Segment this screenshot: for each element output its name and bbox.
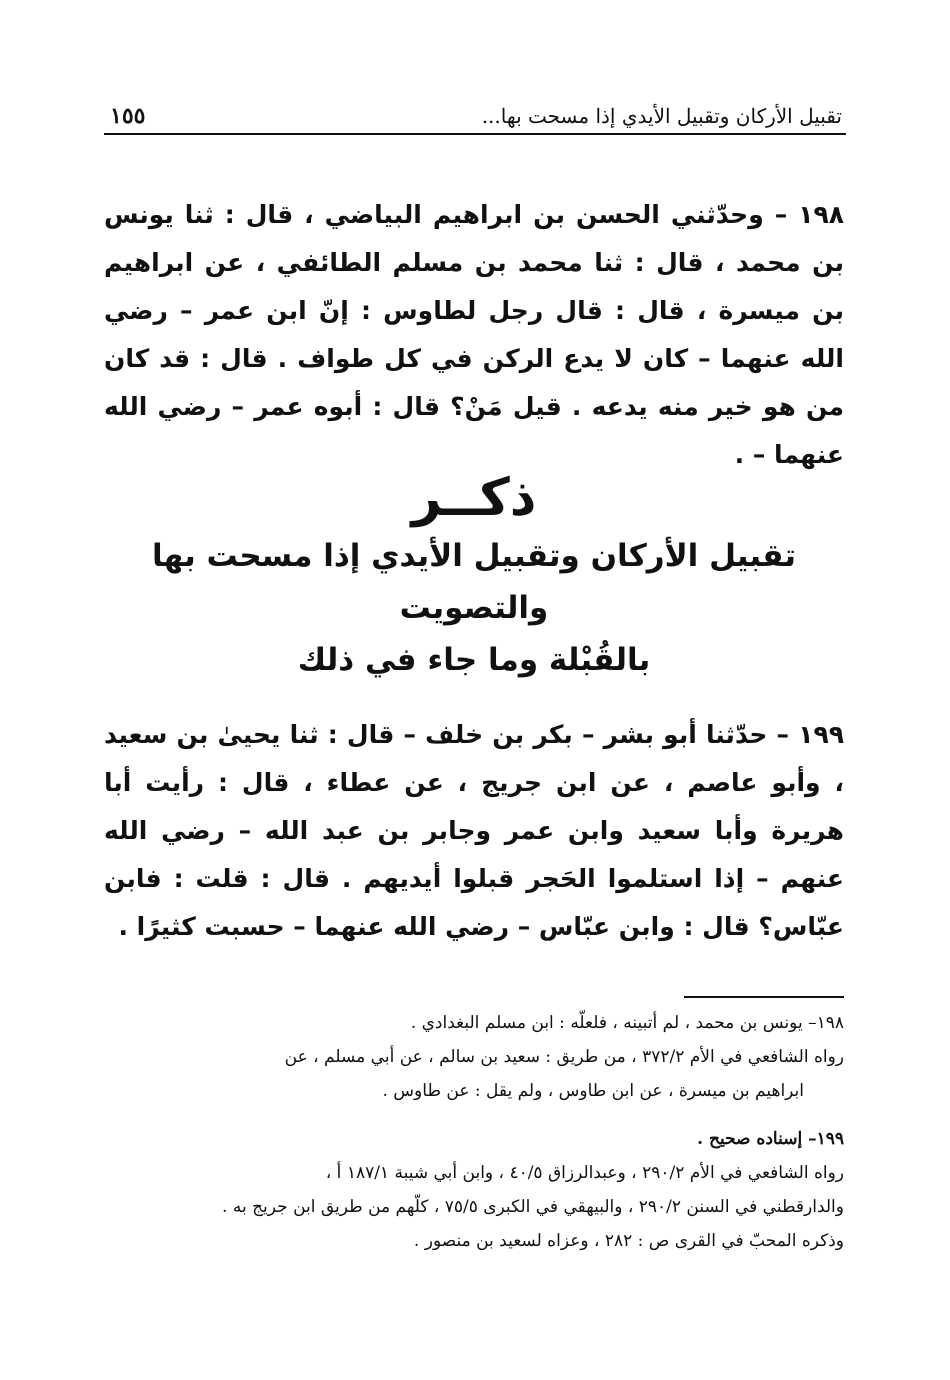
footnote-199 [104,1122,844,1258]
chapter-title-line-1: تقبيل الأركان وتقبيل الأيدي إذا مسحت بها والتصويت [151,538,797,626]
footnote-198-line-1: ١٩٨– يونس بن محمد ، لم أتبينه ، فلعلّه : ابن مسلم البغدادي . [410,1013,844,1033]
running-header [110,90,842,130]
footnotes [104,1006,844,1272]
footnote-198-line-3: ابراهيم بن ميسرة ، عن ابن طاوس ، ولم يقل : عن طاوس . [382,1081,804,1101]
running-title: تقبيل الأركان وتقبيل الأيدي إذا مسحت بها... [481,104,842,128]
footnote-199-line-1: ١٩٩– إسناده صحيح . [697,1129,844,1149]
footnote-199-line-4: وذكره المحبّ في القرى ص : ٢٨٢ ، وعزاه لسعيد بن منصور . [413,1231,844,1251]
footnote-rule [684,996,844,998]
footnote-198 [104,1006,844,1108]
page-number: ١٥٥ [110,103,146,129]
footnote-198-line-2: رواه الشافعي في الأم ٣٧٢/٢ ، من طريق : سعيد بن سالم ، عن أبي مسلم ، عن [284,1047,844,1067]
hadith-199-text: ١٩٩ – حدّثنا أبو بشر – بكر بن خلف – قال : ثنا يحيىٰ بن سعيد ، وأبو عاصم ، عن ابن جريج ، عن عطاء ، قال : رأيت أبا هريرة وأبا سعيد وابن عمر وجابر بن عبد الله – رضي الله عنهم – إذا استلموا الحَجر قبلوا أيديهم . قال : قلت : فابن عبّاس؟ قال : وابن عبّاس – رضي الله عنهما – حسبت كثيرًا . [104,720,844,941]
chapter-mark: ذكــر [411,468,537,528]
chapter-title-line-2: بالقُبْلة وما جاء في ذلك [297,642,651,678]
hadith-198-text: ١٩٨ – وحدّثني الحسن بن ابراهيم البياضي ، قال : ثنا يونس بن محمد ، قال : ثنا محمد بن مسلم الطائفي ، عن ابراهيم بن ميسرة ، قال : قال رجل لطاوس : إنّ ابن عمر – رضي الله عنهما – كان لا يدع الركن في كل طواف . قال : قد كان من هو خير منه يدعه . قيل مَنْ؟ قال : أبوه عمر – رضي الله عنهما – . [104,200,844,469]
footnote-199-line-3: والدارقطني في السنن ٢٩٠/٢ ، والبيهقي في الكبرى ٧٥/٥ ، كلّهم من طريق ابن جريج به . [222,1197,844,1217]
header-rule [104,133,846,135]
chapter-title [104,530,844,686]
footnote-199-line-2: رواه الشافعي في الأم ٢٩٠/٢ ، وعبدالرزاق ٤٠/٥ ، وابن أبي شيبة ١٨٧/١ أ ، [325,1163,844,1183]
chapter-heading [104,466,844,686]
